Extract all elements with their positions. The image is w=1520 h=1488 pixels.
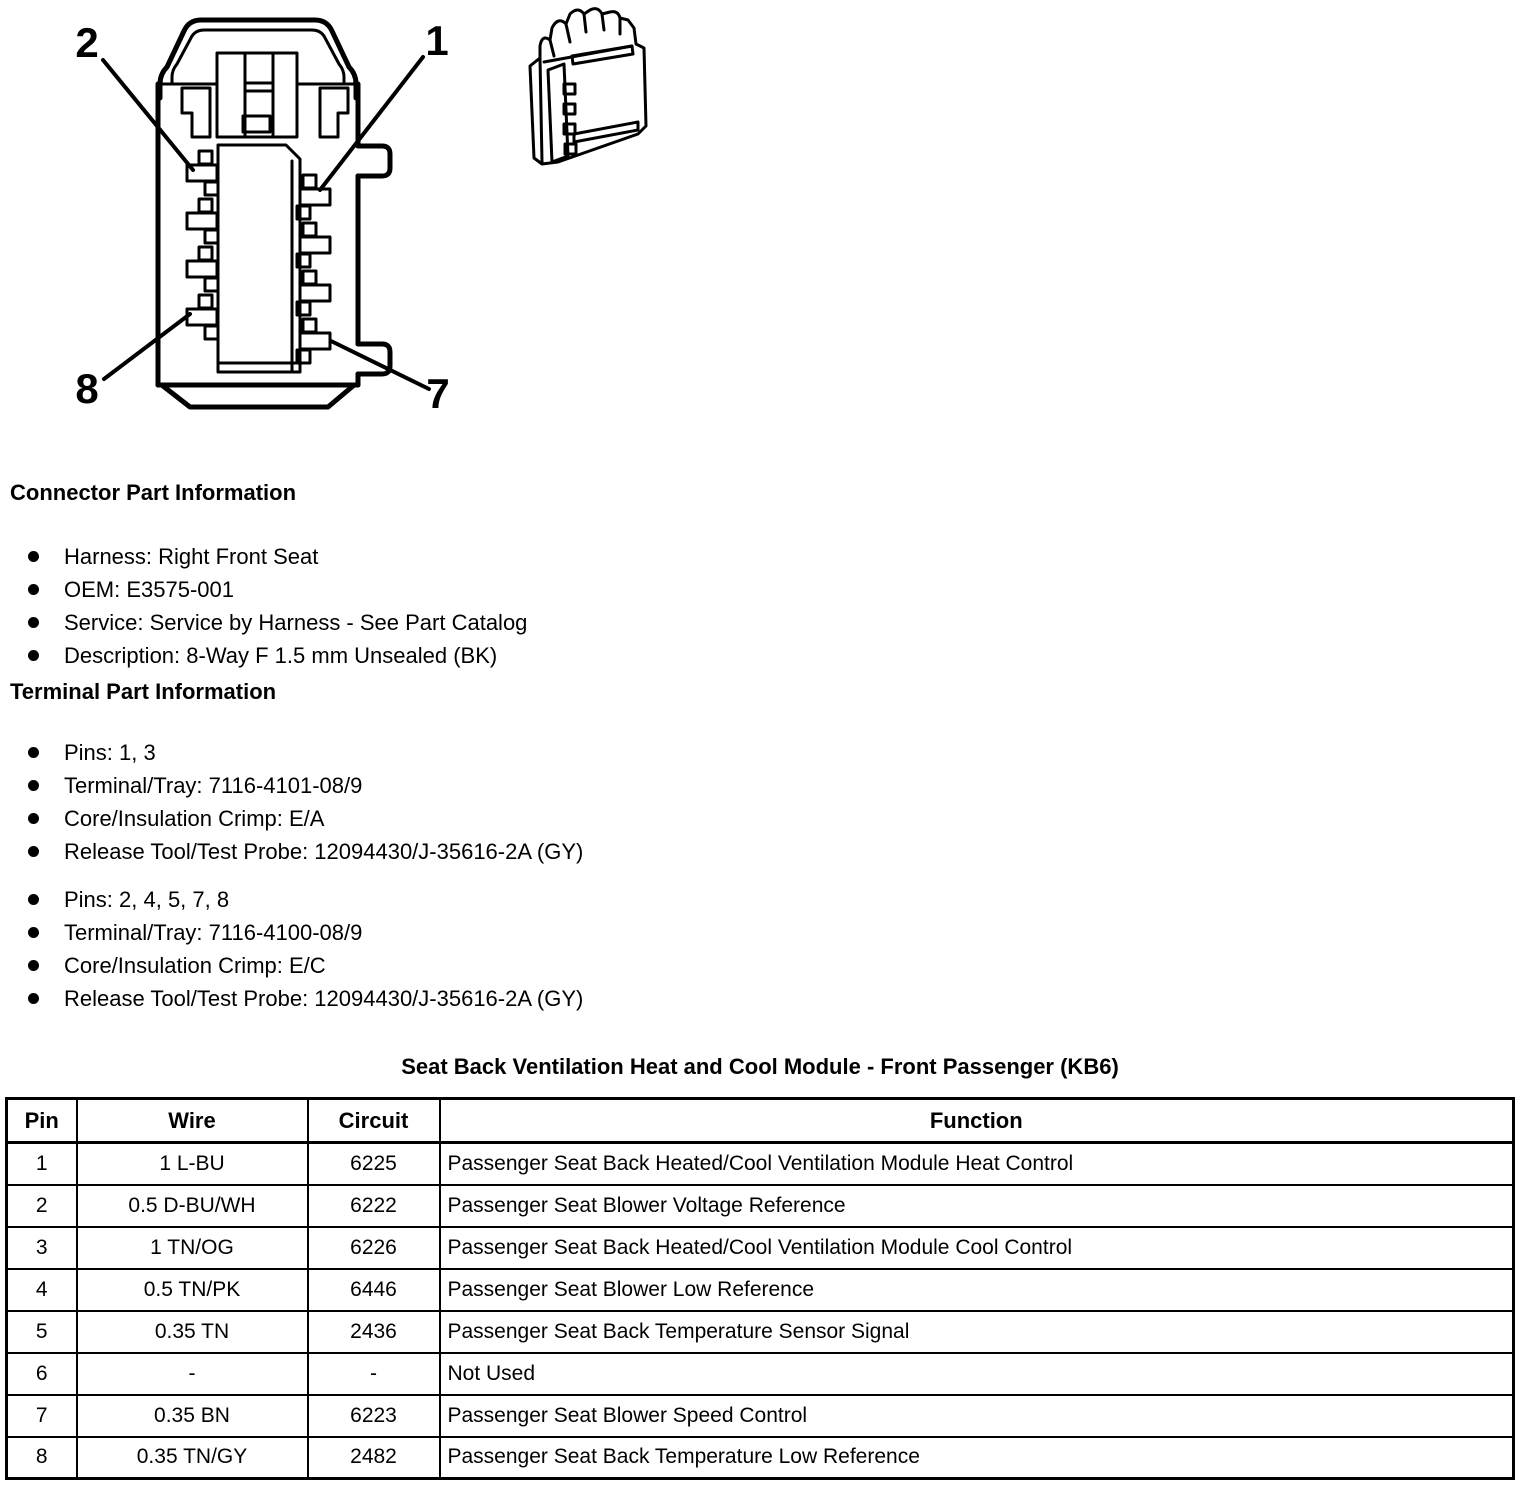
- pin-label-1: 1: [425, 17, 449, 64]
- leader-pin-7: [331, 341, 429, 389]
- table-row: [7, 1353, 1514, 1395]
- pinout-table-title: Seat Back Ventilation Heat and Cool Module - Front Passenger (KB6): [401, 1054, 1119, 1079]
- pin-leader-lines: [103, 57, 429, 389]
- bullet-item: Terminal/Tray: 7116-4100-08/9: [28, 916, 583, 949]
- pin-label-2: 2: [75, 19, 99, 66]
- terminal-part-info-list-pins-2-4-5-7-8: [28, 883, 583, 1015]
- table-row: [7, 1185, 1514, 1227]
- bullet-item: Terminal/Tray: 7116-4101-08/9: [28, 769, 583, 802]
- circuit-cell: 6225: [308, 1143, 440, 1185]
- header-function: Function: [440, 1099, 1514, 1143]
- pin-cell: 8: [7, 1437, 77, 1479]
- pin-cell: 5: [7, 1311, 77, 1353]
- wire-cell: 1 TN/OG: [77, 1227, 308, 1269]
- function-cell: Not Used: [440, 1353, 1514, 1395]
- bullet-item: Core/Insulation Crimp: E/C: [28, 949, 583, 982]
- function-cell: Passenger Seat Back Temperature Sensor Signal: [440, 1311, 1514, 1353]
- connector-3d-view: [530, 9, 646, 164]
- bullet-item: Release Tool/Test Probe: 12094430/J-35616-2A (GY): [28, 982, 583, 1015]
- pin-cell: 4: [7, 1269, 77, 1311]
- wire-cell: -: [77, 1353, 308, 1395]
- pin-cell: 7: [7, 1395, 77, 1437]
- leader-pin-8: [104, 314, 190, 379]
- circuit-cell: 6446: [308, 1269, 440, 1311]
- header-pin: Pin: [7, 1099, 77, 1143]
- pinout-table: [5, 1097, 1515, 1480]
- bullet-item: Pins: 1, 3: [28, 736, 583, 769]
- function-cell: Passenger Seat Blower Low Reference: [440, 1269, 1514, 1311]
- circuit-cell: 2482: [308, 1437, 440, 1479]
- function-cell: Passenger Seat Back Heated/Cool Ventilation Module Cool Control: [440, 1227, 1514, 1269]
- bullet-item: OEM: E3575-001: [28, 573, 527, 606]
- bullet-item: Harness: Right Front Seat: [28, 540, 527, 573]
- terminal-part-info-list-pins-1-3: [28, 736, 583, 868]
- circuit-cell: -: [308, 1353, 440, 1395]
- connector-front-view: [103, 20, 429, 407]
- wire-cell: 0.35 BN: [77, 1395, 308, 1437]
- wire-cell: 0.35 TN/GY: [77, 1437, 308, 1479]
- right-pin-terminals: [297, 175, 330, 363]
- connector-part-info-heading: Connector Part Information: [10, 480, 297, 505]
- table-row: [7, 1311, 1514, 1353]
- header-circuit: Circuit: [308, 1099, 440, 1143]
- circuit-cell: 2436: [308, 1311, 440, 1353]
- left-pin-terminals: [187, 151, 218, 339]
- bullet-item: Service: Service by Harness - See Part Catalog: [28, 606, 527, 639]
- leader-pin-2: [103, 60, 193, 170]
- table-row: [7, 1269, 1514, 1311]
- circuit-cell: 6223: [308, 1395, 440, 1437]
- bullet-item: Description: 8-Way F 1.5 mm Unsealed (BK): [28, 639, 527, 672]
- table-row: [7, 1437, 1514, 1479]
- pin-cell: 1: [7, 1143, 77, 1185]
- wire-cell: 0.35 TN: [77, 1311, 308, 1353]
- function-cell: Passenger Seat Blower Speed Control: [440, 1395, 1514, 1437]
- function-cell: Passenger Seat Blower Voltage Reference: [440, 1185, 1514, 1227]
- circuit-cell: 6222: [308, 1185, 440, 1227]
- connector-diagram: [0, 0, 720, 450]
- bullet-item: Core/Insulation Crimp: E/A: [28, 802, 583, 835]
- pin-label-7: 7: [426, 370, 450, 417]
- wire-cell: 0.5 D-BU/WH: [77, 1185, 308, 1227]
- connector-part-info-list: [28, 540, 527, 672]
- wire-cell: 1 L-BU: [77, 1143, 308, 1185]
- terminal-part-info-heading: Terminal Part Information: [10, 679, 277, 704]
- leader-pin-1: [320, 57, 423, 190]
- bullet-item: Pins: 2, 4, 5, 7, 8: [28, 883, 583, 916]
- circuit-cell: 6226: [308, 1227, 440, 1269]
- pin-cell: 2: [7, 1185, 77, 1227]
- pin-cell: 3: [7, 1227, 77, 1269]
- table-row: [7, 1143, 1514, 1185]
- header-wire: Wire: [77, 1099, 308, 1143]
- table-header-row: [7, 1099, 1514, 1143]
- function-cell: Passenger Seat Back Temperature Low Reference: [440, 1437, 1514, 1479]
- function-cell: Passenger Seat Back Heated/Cool Ventilation Module Heat Control: [440, 1143, 1514, 1185]
- table-row: [7, 1395, 1514, 1437]
- pin-label-8: 8: [75, 365, 99, 412]
- bullet-item: Release Tool/Test Probe: 12094430/J-35616-2A (GY): [28, 835, 583, 868]
- table-row: [7, 1227, 1514, 1269]
- wire-cell: 0.5 TN/PK: [77, 1269, 308, 1311]
- pin-cell: 6: [7, 1353, 77, 1395]
